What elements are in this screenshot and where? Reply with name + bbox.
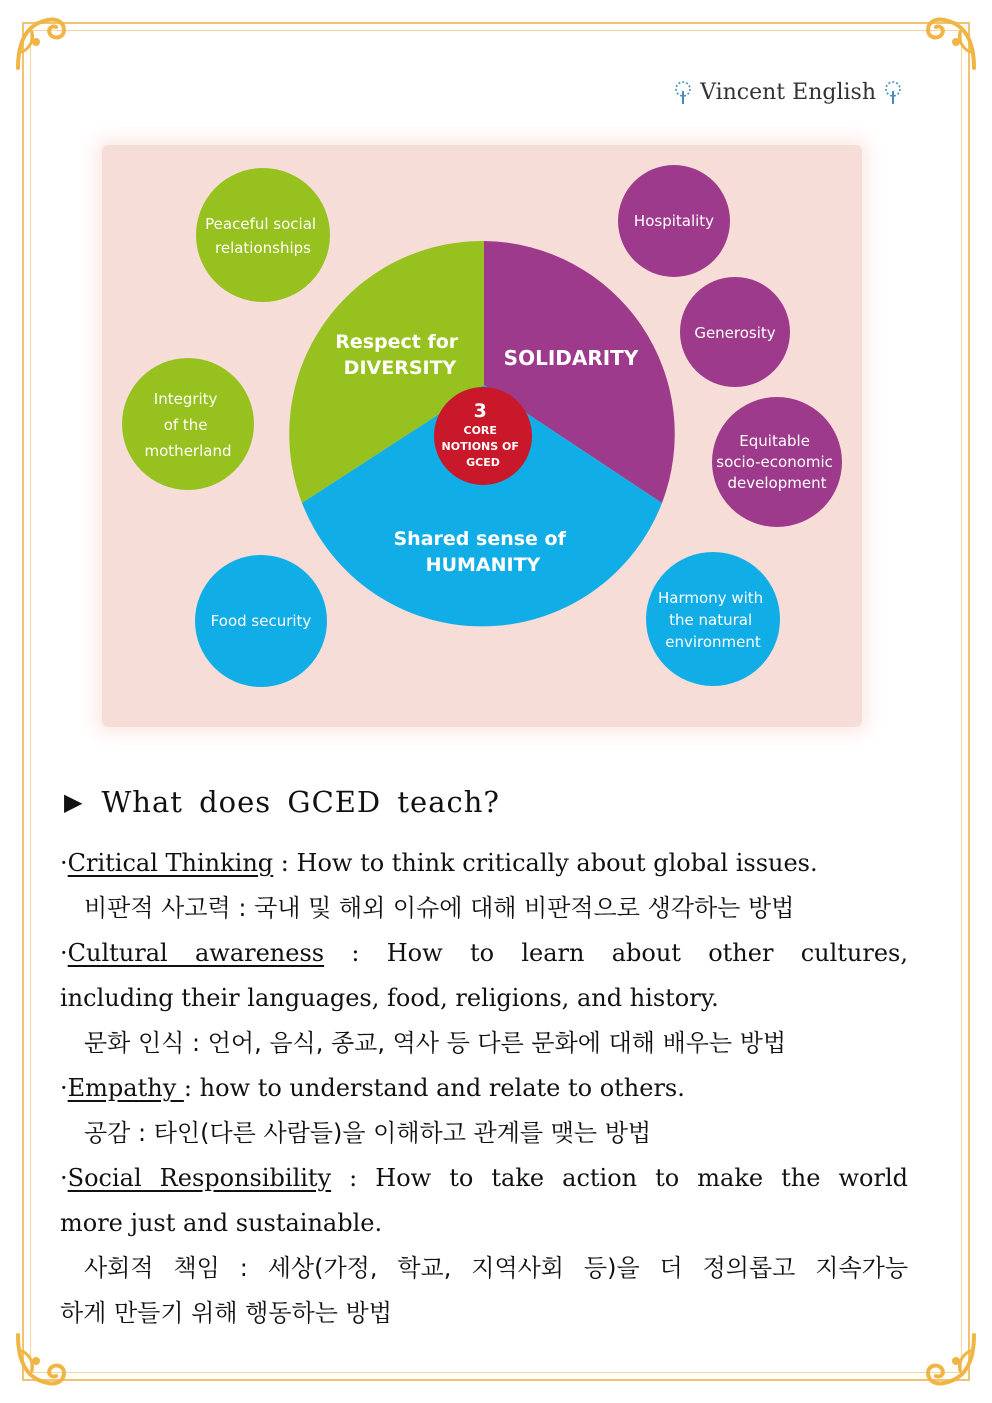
center-label: CORE [463, 424, 497, 437]
definition-en: How to think critically about global issues. [296, 849, 818, 877]
bullet: · [60, 939, 68, 967]
bubble-label: Generosity [694, 324, 776, 342]
bubble-label: Hospitality [633, 212, 715, 230]
bubble-label: Food security [210, 612, 312, 630]
bubble-label: development [727, 474, 827, 492]
bubble-label: Integrity [153, 390, 218, 408]
tree-icon [672, 81, 694, 105]
ornament-corner-icon [918, 1329, 980, 1391]
ornament-corner-icon [12, 12, 74, 74]
ornament-corner-icon [12, 1329, 74, 1391]
term-separator: : [183, 1074, 200, 1102]
definition-ko-continued: 하게 만들기 위해 행동하는 방법 [60, 1299, 392, 1327]
svg-text:Harmony with the natural [658, 589, 768, 651]
triangle-right-icon: ▶ [64, 788, 84, 816]
definition-en-continued: more just and sustainable. [60, 1209, 383, 1237]
term-separator: : [331, 1164, 376, 1192]
definition-ko: 사회적 책임 : 세상(가정, 학교, 지역사회 등)을 더 정의롭고 지속가능 [84, 1254, 908, 1282]
bubble-label: socio-economic [716, 453, 833, 471]
segment-label: DIVERSITY [343, 357, 457, 379]
bubble-label: environment [665, 633, 761, 651]
definition-en: how to understand and relate to others. [199, 1074, 685, 1102]
definition-ko: 비판적 사고력 : 국내 및 해외 이슈에 대해 비판적으로 생각하는 방법 [84, 894, 795, 922]
center-label: 3 [473, 400, 487, 422]
term-separator: : [324, 939, 387, 967]
bubble [196, 168, 330, 302]
definition-ko: 공감 : 타인(다른 사람들)을 이해하고 관계를 맺는 방법 [84, 1119, 652, 1147]
definition-en: How to learn about other cultures, [386, 939, 909, 967]
section-title: What does GCED teach? [101, 785, 500, 819]
center-label: GCED [466, 456, 500, 469]
segment-label: HUMANITY [425, 554, 541, 576]
term-empathy: Empathy [67, 1074, 184, 1102]
term-separator: : [273, 849, 297, 877]
list-item [60, 841, 908, 886]
definition-en-continued: including their languages, food, religions, and history. [60, 984, 719, 1012]
bubble-label: the natural [669, 611, 753, 629]
bullet: · [60, 1074, 68, 1102]
segment-label: SOLIDARITY [503, 346, 639, 370]
gced-teaching-section [60, 785, 908, 1336]
bullet: · [60, 1164, 68, 1192]
list-item [60, 931, 908, 976]
definition-en: How to take action to make the world [375, 1164, 908, 1192]
bubble-label: Harmony with [658, 589, 764, 607]
brand-logo [672, 80, 904, 105]
tree-icon [882, 81, 904, 105]
term-critical-thinking: Critical Thinking [67, 849, 274, 877]
gced-diagram [102, 145, 862, 727]
center-label: NOTIONS OF [441, 440, 519, 453]
section-heading [64, 785, 908, 819]
brand-name: Vincent English [700, 80, 876, 105]
bubble-label: Peaceful social [205, 215, 317, 233]
segment-label: Respect for [335, 331, 459, 353]
term-cultural-awareness: Cultural awareness [67, 939, 325, 967]
term-social-responsibility: Social Responsibility [67, 1164, 332, 1192]
list-item [60, 1066, 908, 1111]
bubble-label: of the [163, 416, 208, 434]
bullet: · [60, 849, 68, 877]
bubble-label: motherland [144, 442, 232, 460]
ornament-corner-icon [918, 12, 980, 74]
list-item [60, 1156, 908, 1201]
bubble-label: Equitable [739, 432, 810, 450]
segment-label: Shared sense of [393, 528, 566, 550]
bubble-label: relationships [215, 239, 311, 257]
definition-ko: 문화 인식 : 언어, 음식, 종교, 역사 등 다른 문화에 대해 배우는 방법 [84, 1029, 787, 1057]
gced-diagram-graphic [102, 145, 862, 727]
